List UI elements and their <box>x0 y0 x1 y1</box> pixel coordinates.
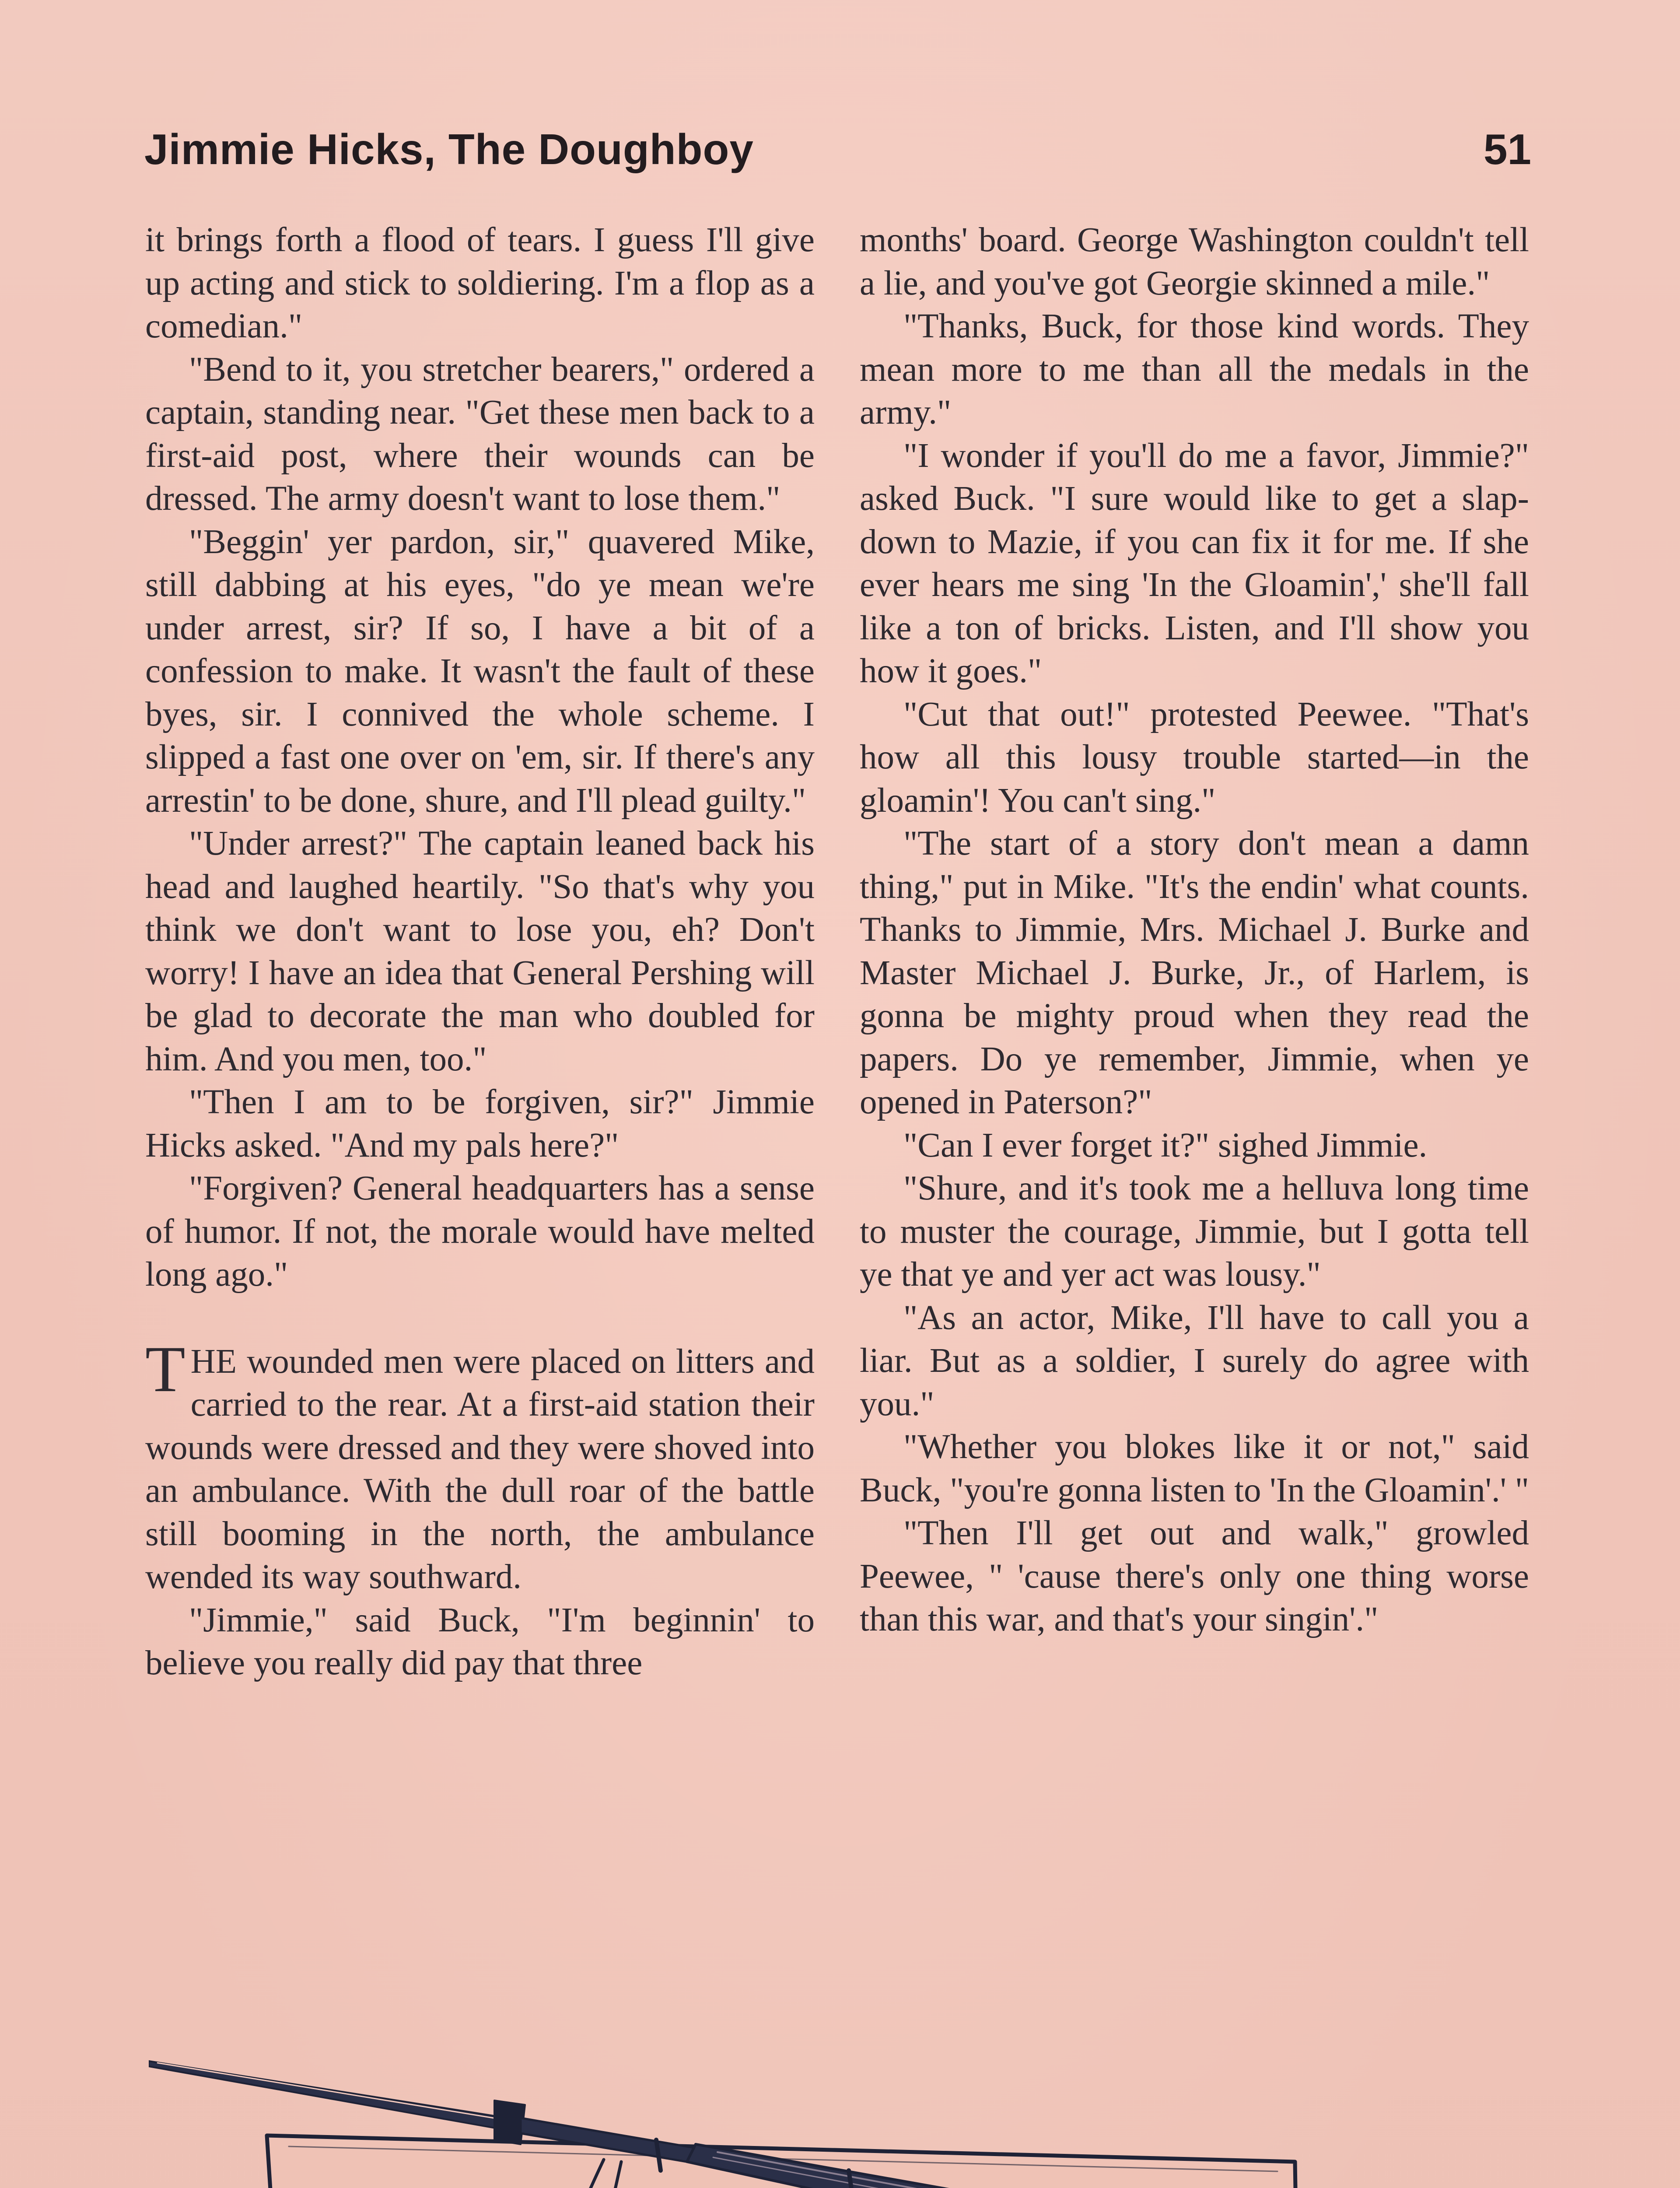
paragraph: "Bend to it, you stretcher bearers," ordered a captain, standing near. "Get these men back to a first-aid post, where their wounds can be dressed. The army doesn't want to lose them." <box>145 350 815 518</box>
page-number: 51 <box>1483 125 1531 173</box>
drop-cap: T <box>145 1332 186 1406</box>
rifle-helmet-illustration <box>149 2052 1549 2188</box>
paragraph: "Thanks, Buck, for those kind words. They mean more to me than all the medals in the army." <box>860 307 1529 431</box>
paragraph: "As an actor, Mike, I'll have to call you a liar. But as a soldier, I surely do agree with you." <box>860 1298 1529 1423</box>
paragraph: "Jimmie," said Buck, "I'm beginnin' to believe you really did pay that three <box>145 1601 815 1682</box>
paragraph: "Beggin' yer pardon, sir," quavered Mike, still dabbing at his eyes, "do ye mean we're under arrest, sir? If so, I have a bit of a confession to make. It wasn't the fault of these byes, sir. I connived the whole scheme. I slipped a fast one over on 'em, sir. If there's any arrestin' to be done, shure, and I'll plead guilty." <box>145 522 815 820</box>
paragraph: months' board. George Washington couldn't tell a lie, and you've got Georgie skinned a mile." <box>860 221 1529 302</box>
paragraph: "The start of a story don't mean a damn thing," put in Mike. "It's the endin' what counts. Thanks to Jimmie, Mrs. Michael J. Burke and Master Michael J. Burke, Jr., of Harlem, is gonna be mighty proud when they read the papers. Do ye remember, Jimmie, when ye opened in Paterson?" <box>860 824 1529 1121</box>
paragraph: "Forgiven? General headquarters has a sense of humor. If not, the morale would have melted long ago." <box>145 1169 815 1294</box>
paragraph: "Then I'll get out and walk," growled Peewee, " 'cause there's only one thing worse than this war, and that's your singin'." <box>860 1514 1529 1638</box>
running-header-title: Jimmie Hicks, The Doughboy <box>144 125 754 173</box>
paragraph: "Then I am to be forgiven, sir?" Jimmie Hicks asked. "And my pals here?" <box>145 1083 815 1164</box>
section-paragraph-text: HE wounded men were placed on litters and carried to the rear. At a first-aid station their wounds were dressed and they were shoved into an ambulance. With the dull roar of the battle still booming in the north, the ambulance wended its way southward. <box>145 1342 815 1596</box>
paragraph: "Whether you blokes like it or not," said Buck, "you're gonna listen to 'In the Gloamin'.' " <box>860 1428 1530 1509</box>
paragraph: "Shure, and it's took me a helluva long time to muster the courage, Jimmie, but I gotta tell ye that ye and yer act was lousy." <box>860 1169 1529 1294</box>
paragraph: "I wonder if you'll do me a favor, Jimmie?" asked Buck. "I sure would like to get a slap-down to Mazie, if you can fix it for me. If she ever hears me sing 'In the Gloamin',' she'll fall like a ton of bricks. Listen, and I'll show you how it goes." <box>860 436 1529 690</box>
section-paragraph <box>145 1332 815 1599</box>
left-text-column <box>145 219 815 1685</box>
right-text-column <box>860 219 1529 1641</box>
bayonet-blade <box>149 2061 508 2130</box>
paragraph: it brings forth a flood of tears. I guess I'll give up acting and stick to soldiering. I'm a flop as a comedian." <box>145 221 815 345</box>
paragraph: "Cut that out!" protested Peewee. "That's how all this lousy trouble started—in the gloamin'! You can't sing." <box>860 695 1529 820</box>
paragraph: "Can I ever forget it?" sighed Jimmie. <box>903 1126 1428 1164</box>
paragraph: "Under arrest?" The captain leaned back his head and laughed heartily. "So that's why you think we don't want to lose you, eh? Don't worry! I have an idea that General Pershing will be glad to decorate the man who doubled for him. And you men, too." <box>145 824 815 1078</box>
